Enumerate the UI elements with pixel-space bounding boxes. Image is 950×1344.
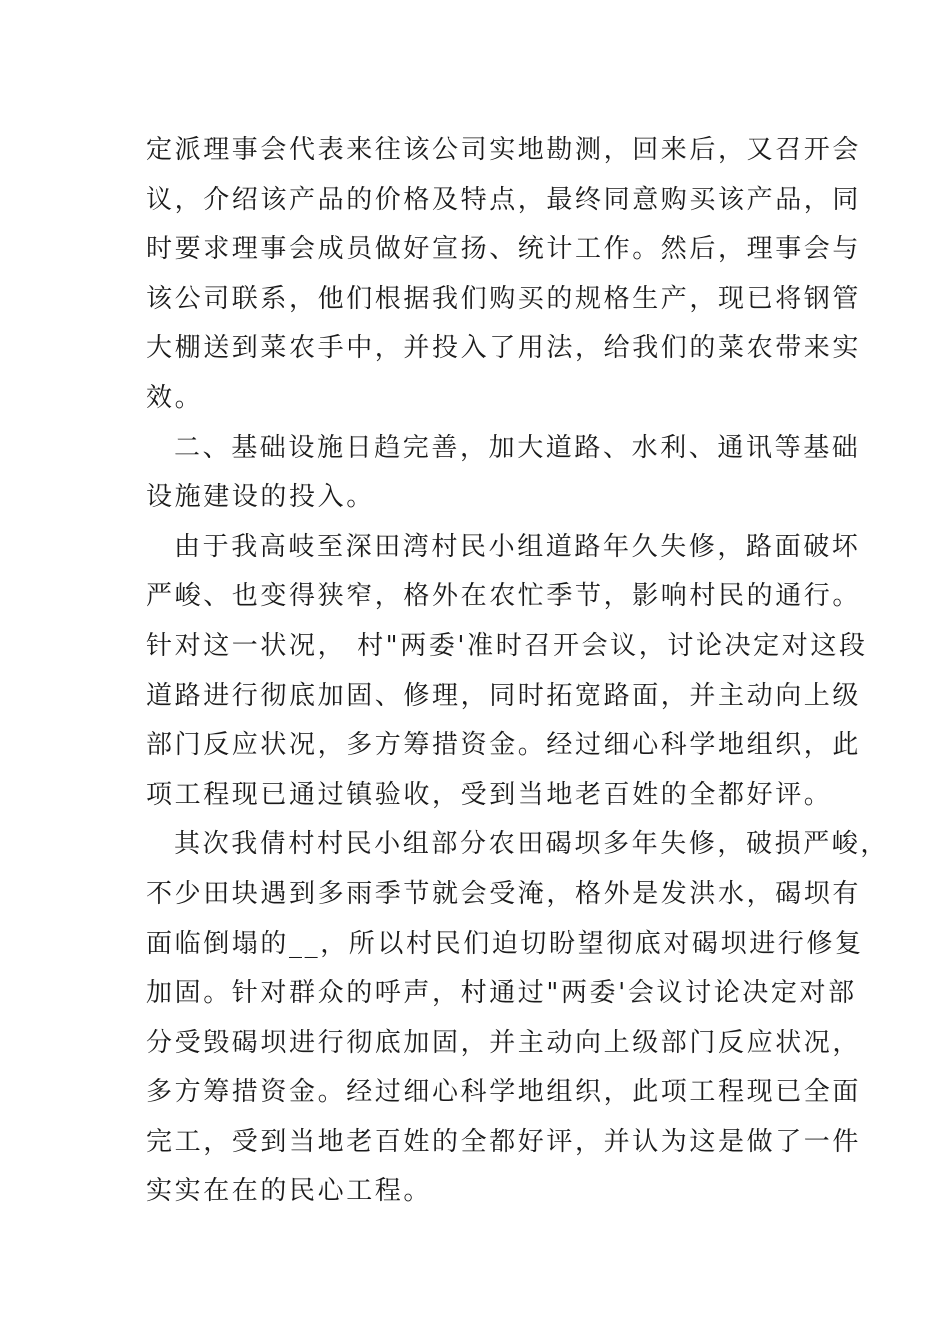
document-body bbox=[146, 126, 890, 1217]
text-line: 针对这一状况， 村"两委'准时召开会议，讨论决定对这段 bbox=[146, 630, 868, 661]
text-line: 面临倒塌的__，所以村民们迫切盼望彻底对碣坝进行修复 bbox=[146, 928, 864, 959]
paragraph-start: 其次我倩村村民小组部分农田碣坝多年失修，破损严峻， bbox=[174, 829, 890, 860]
section-heading-continued: 设施建设的投入。 bbox=[146, 482, 375, 513]
paragraph-start: 由于我高岐至深田湾村民小组道路年久失修，路面破坏 bbox=[174, 531, 861, 562]
text-line: 项工程现已通过镇验收，受到当地老百姓的全都好评。 bbox=[146, 779, 833, 810]
text-line: 严峻、也变得狭窄，格外在农忙季节，影响村民的通行。 bbox=[146, 581, 862, 612]
section-heading: 二、基础设施日趋完善，加大道路、水利、通讯等基础 bbox=[174, 432, 861, 463]
text-line: 部门反应状况，多方筹措资金。经过细心科学地组织，此 bbox=[146, 730, 862, 761]
text-line: 不少田块遇到多雨季节就会受淹，格外是发洪水，碣坝有 bbox=[146, 878, 862, 909]
text-line: 完工，受到当地老百姓的全都好评，并认为这是做了一件 bbox=[146, 1126, 862, 1157]
text-line: 分受毁碣坝进行彻底加固，并主动向上级部门反应状况， bbox=[146, 1027, 862, 1058]
text-line: 时要求理事会成员做好宣扬、统计工作。然后，理事会与 bbox=[146, 234, 862, 265]
text-line: 加固。针对群众的呼声，村通过"两委'会议讨论决定对部 bbox=[146, 978, 857, 1009]
text-line: 效。 bbox=[146, 382, 204, 413]
text-line: 该公司联系，他们根据我们购买的规格生产，现已将钢管 bbox=[146, 283, 862, 314]
text-line: 实实在在的民心工程。 bbox=[146, 1176, 433, 1207]
text-line: 多方筹措资金。经过细心科学地组织，此项工程现已全面 bbox=[146, 1077, 862, 1108]
text-line: 议，介绍该产品的价格及特点，最终同意购买该产品，同 bbox=[146, 184, 862, 215]
text-line: 大棚送到菜农手中，并投入了用法，给我们的菜农带来实 bbox=[146, 333, 862, 364]
text-line: 定派理事会代表来往该公司实地勘测，回来后，又召开会 bbox=[146, 135, 862, 165]
text-line: 道路进行彻底加固、修理，同时拓宽路面，并主动向上级 bbox=[146, 680, 862, 711]
